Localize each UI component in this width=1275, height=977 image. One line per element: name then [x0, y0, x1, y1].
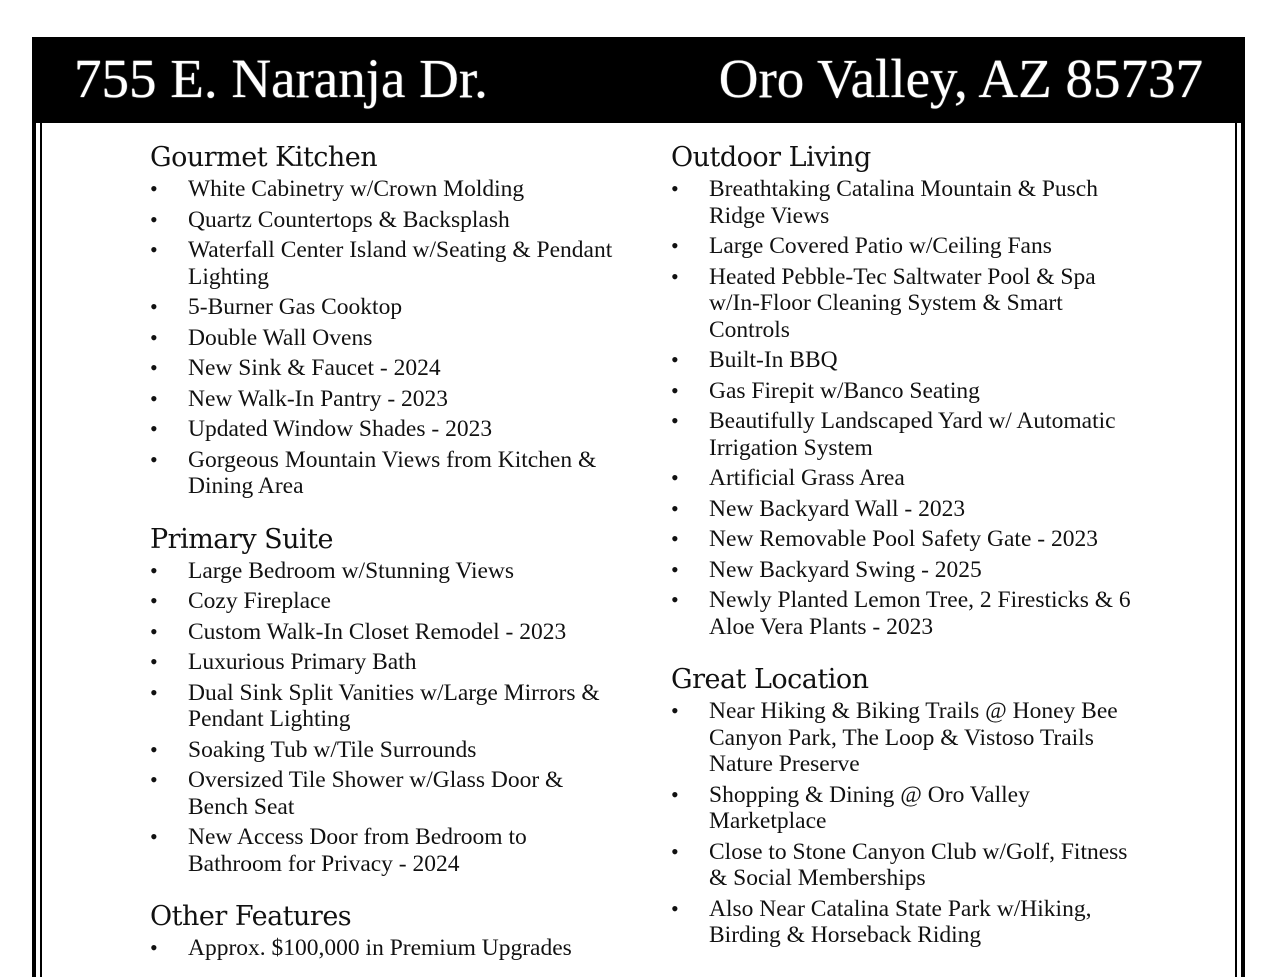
bullet-icon: • — [671, 233, 679, 258]
section-heading: Great Location — [671, 664, 869, 695]
feature-list — [150, 935, 620, 962]
bullet-icon: • — [150, 679, 158, 705]
bullet-icon: • — [150, 355, 158, 380]
list-item — [150, 767, 620, 820]
list-item — [150, 237, 620, 290]
right-column — [671, 140, 1141, 953]
bullet-icon: • — [671, 408, 679, 433]
bullet-icon: • — [671, 465, 679, 490]
bullet-icon: • — [150, 446, 158, 472]
feature-list — [150, 558, 620, 878]
list-item — [150, 355, 620, 382]
bullet-icon: • — [150, 649, 158, 674]
list-item-text: Oversized Tile Shower w/Glass Door & Bench Seat — [188, 767, 564, 820]
list-item — [150, 558, 620, 585]
section-great-location — [671, 662, 1141, 949]
list-item-text: Shopping & Dining @ Oro Valley Marketplace — [709, 781, 1030, 834]
section-heading: Primary Suite — [150, 523, 334, 555]
section-heading: Outdoor Living — [671, 142, 871, 173]
bullet-icon: • — [671, 495, 679, 521]
city-state-zip: Oro Valley, AZ 85737 — [718, 48, 1203, 109]
list-item — [150, 294, 620, 321]
bullet-icon: • — [150, 294, 158, 319]
list-item-text: Gas Firepit w/Banco Seating — [709, 377, 980, 404]
bullet-icon: • — [150, 767, 158, 792]
left-border-inner — [40, 123, 42, 977]
list-item-text: Approx. $100,000 in Premium Upgrades — [188, 935, 572, 961]
list-item — [150, 447, 620, 500]
bullet-icon: • — [671, 526, 679, 551]
list-item — [671, 465, 1141, 492]
bullet-icon: • — [671, 556, 679, 582]
section-primary-suite — [150, 522, 620, 878]
bullet-icon: • — [150, 557, 158, 583]
list-item-text: New Backyard Wall - 2023 — [709, 495, 966, 522]
street-address: 755 E. Naranja Dr. — [74, 48, 488, 109]
section-gourmet-kitchen — [150, 140, 620, 500]
list-item-text: Cozy Fireplace — [188, 588, 331, 614]
list-item — [150, 416, 620, 443]
list-item — [150, 386, 620, 413]
list-item-text: 5-Burner Gas Cooktop — [188, 294, 403, 320]
list-item — [671, 347, 1141, 374]
list-item-text: Artificial Grass Area — [709, 465, 905, 491]
bullet-icon: • — [150, 176, 158, 201]
bullet-icon: • — [150, 736, 158, 762]
list-item — [150, 588, 620, 615]
bullet-icon: • — [150, 618, 158, 644]
list-item — [671, 782, 1141, 835]
list-item-text: New Removable Pool Safety Gate - 2023 — [709, 526, 1098, 552]
list-item — [671, 896, 1141, 949]
list-item-text: New Sink & Faucet - 2024 — [188, 355, 441, 381]
list-item-text: Soaking Tub w/Tile Surrounds — [188, 736, 477, 763]
list-item-text: Large Covered Patio w/Ceiling Fans — [709, 233, 1052, 259]
right-border-outer — [1241, 123, 1245, 977]
bullet-icon: • — [150, 588, 158, 613]
list-item-text: New Walk-In Pantry - 2023 — [188, 385, 449, 412]
bullet-icon: • — [150, 416, 158, 441]
feature-list — [671, 176, 1141, 640]
list-item — [150, 619, 620, 646]
list-item-text: Updated Window Shades - 2023 — [188, 416, 493, 442]
bullet-icon: • — [150, 824, 158, 849]
list-item — [150, 680, 620, 733]
list-item — [150, 824, 620, 877]
bullet-icon: • — [671, 781, 679, 807]
list-item-text: Luxurious Primary Bath — [188, 649, 417, 675]
list-item-text: Close to Stone Canyon Club w/Golf, Fitness & Social Memberships — [709, 838, 1128, 891]
list-item — [150, 176, 620, 203]
section-heading: Gourmet Kitchen — [150, 142, 378, 173]
header-bar — [32, 37, 1245, 123]
list-item-text: Custom Walk-In Closet Remodel - 2023 — [188, 618, 567, 645]
list-item-text: Beautifully Landscaped Yard w/ Automatic Irrigation System — [709, 408, 1116, 461]
list-item-text: White Cabinetry w/Crown Molding — [188, 176, 525, 202]
right-border-inner — [1235, 123, 1237, 977]
list-item — [671, 557, 1141, 584]
list-item-text: Newly Planted Lemon Tree, 2 Firesticks & 6 Aloe Vera Plants - 2023 — [709, 587, 1131, 640]
list-item — [671, 233, 1141, 260]
section-other-features — [150, 899, 620, 962]
bullet-icon: • — [150, 385, 158, 411]
bullet-icon: • — [150, 237, 158, 262]
bullet-icon: • — [671, 176, 679, 201]
left-border-outer — [32, 123, 36, 977]
feature-list — [671, 698, 1141, 949]
bullet-icon: • — [671, 895, 679, 921]
section-heading: Other Features — [150, 901, 352, 932]
bullet-icon: • — [150, 206, 158, 232]
list-item — [671, 587, 1141, 640]
left-column — [150, 140, 620, 966]
list-item — [150, 649, 620, 676]
list-item — [671, 496, 1141, 523]
bullet-icon: • — [671, 838, 679, 864]
bullet-icon: • — [150, 935, 158, 960]
list-item-text: Near Hiking & Biking Trails @ Honey Bee Canyon Park, The Loop & Vistoso Trails Nature Preserve — [709, 698, 1118, 777]
section-outdoor-living — [671, 140, 1141, 640]
list-item-text: New Backyard Swing - 2025 — [709, 556, 982, 583]
list-item-text: Heated Pebble-Tec Saltwater Pool & Spa w/In-Floor Cleaning System & Smart Controls — [709, 263, 1096, 343]
list-item-text: Waterfall Center Island w/Seating & Pendant Lighting — [188, 237, 613, 290]
bullet-icon: • — [671, 347, 679, 372]
list-item-text: Built-In BBQ — [709, 347, 838, 373]
list-item — [671, 698, 1141, 778]
bullet-icon: • — [671, 698, 679, 723]
list-item — [671, 526, 1141, 553]
list-item — [150, 325, 620, 352]
list-item-text: Also Near Catalina State Park w/Hiking, Birding & Horseback Riding — [709, 895, 1092, 948]
list-item-text: New Access Door from Bedroom to Bathroom for Privacy - 2024 — [188, 824, 527, 877]
list-item — [671, 378, 1141, 405]
list-item-text: Dual Sink Split Vanities w/Large Mirrors & Pendant Lighting — [188, 679, 600, 732]
list-item — [150, 207, 620, 234]
list-item — [671, 839, 1141, 892]
list-item — [671, 408, 1141, 461]
list-item-text: Breathtaking Catalina Mountain & Pusch Ridge Views — [709, 176, 1098, 229]
list-item-text: Double Wall Ovens — [188, 324, 373, 351]
list-item — [150, 737, 620, 764]
list-item-text: Large Bedroom w/Stunning Views — [188, 557, 515, 584]
bullet-icon: • — [671, 377, 679, 403]
bullet-icon: • — [150, 324, 158, 350]
list-item-text: Quartz Countertops & Backsplash — [188, 206, 510, 233]
list-item — [671, 264, 1141, 344]
list-item — [150, 935, 620, 962]
feature-list — [150, 176, 620, 500]
list-item-text: Gorgeous Mountain Views from Kitchen & Dining Area — [188, 446, 597, 499]
list-item — [671, 176, 1141, 229]
bullet-icon: • — [671, 263, 679, 289]
bullet-icon: • — [671, 587, 679, 612]
